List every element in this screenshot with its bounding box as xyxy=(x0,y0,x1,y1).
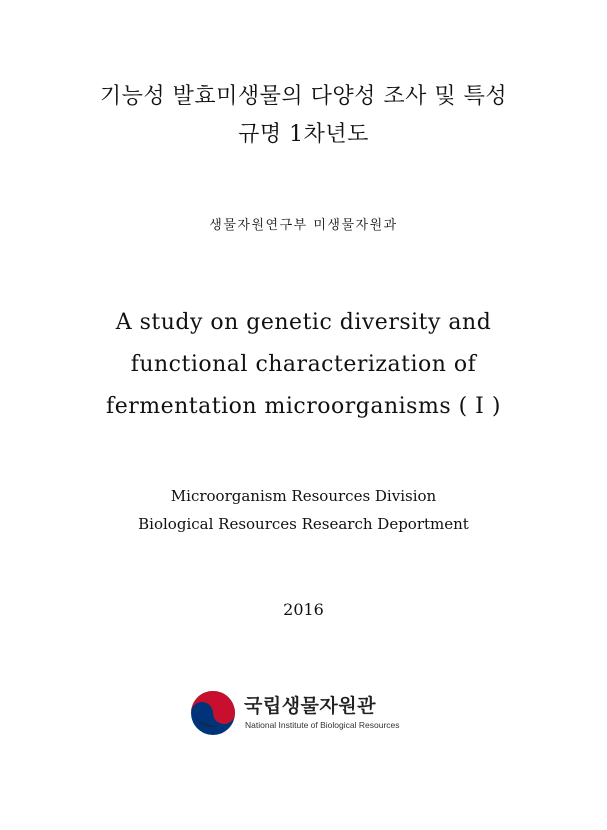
english-title-line3: fermentation microorganisms ( I ) xyxy=(106,394,501,419)
korean-title-line1: 기능성 발효미생물의 다양성 조사 및 특성 xyxy=(99,84,508,109)
publication-year: 2016 xyxy=(283,600,324,619)
english-division-line2: Biological Resources Research Deportment xyxy=(138,515,469,533)
english-title-line2: functional characterization of xyxy=(130,352,477,377)
institution-name-english: National Institute of Biological Resources xyxy=(245,720,400,730)
korean-title-line2: 규명 1차년도 xyxy=(238,122,369,147)
korean-title xyxy=(0,78,607,154)
taegeuk-emblem-icon xyxy=(190,690,236,736)
english-division xyxy=(0,482,607,538)
institution-logo xyxy=(190,690,430,736)
korean-department: 생물자원연구부 미생물자원과 xyxy=(209,218,398,233)
institution-name-korean: 국립생물자원관 xyxy=(244,695,376,717)
english-title-line1: A study on genetic diversity and xyxy=(115,310,492,335)
english-division-line1: Microorganism Resources Division xyxy=(170,487,437,505)
english-title xyxy=(0,302,607,428)
